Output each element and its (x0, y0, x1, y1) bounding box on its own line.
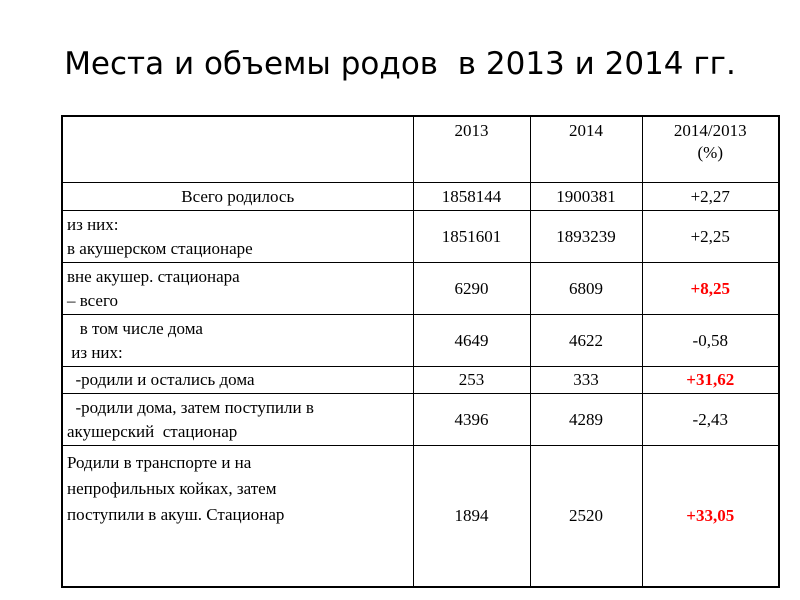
cell-2014: 333 (530, 367, 642, 394)
header-cell-2014: 2014 (530, 116, 642, 183)
row-label: -родили дома, затем поступили в акушерский стационар (62, 394, 413, 446)
cell-2013: 1894 (413, 446, 530, 588)
row-label: Всего родилось (62, 183, 413, 211)
row-label: -родили и остались дома (62, 367, 413, 394)
cell-2013: 6290 (413, 263, 530, 315)
cell-2013: 1858144 (413, 183, 530, 211)
births-table (61, 115, 780, 588)
table-header-row (62, 116, 779, 183)
table-row (62, 263, 779, 315)
header-cell-ratio: 2014/2013 (%) (642, 116, 779, 183)
table-row (62, 394, 779, 446)
cell-2014: 1900381 (530, 183, 642, 211)
cell-2013: 4649 (413, 315, 530, 367)
cell-2014: 4622 (530, 315, 642, 367)
cell-ratio: +31,62 (642, 367, 779, 394)
header-cell-empty (62, 116, 413, 183)
cell-2013: 253 (413, 367, 530, 394)
table-row (62, 367, 779, 394)
cell-ratio: -2,43 (642, 394, 779, 446)
header-cell-2013: 2013 (413, 116, 530, 183)
cell-ratio: +8,25 (642, 263, 779, 315)
table-row (62, 315, 779, 367)
row-label: из них: в акушерском стационаре (62, 211, 413, 263)
cell-ratio: +2,25 (642, 211, 779, 263)
cell-2014: 1893239 (530, 211, 642, 263)
table-row (62, 446, 779, 588)
table-row (62, 183, 779, 211)
row-label: Родили в транспорте и на непрофильных койках, затем поступили в акуш. Стационар (62, 446, 413, 588)
cell-2014: 4289 (530, 394, 642, 446)
cell-2013: 1851601 (413, 211, 530, 263)
page-title: Места и объемы родов в 2013 и 2014 гг. (64, 46, 736, 82)
cell-ratio: +2,27 (642, 183, 779, 211)
row-label: вне акушер. стационара – всего (62, 263, 413, 315)
cell-ratio: +33,05 (642, 446, 779, 588)
cell-2014: 6809 (530, 263, 642, 315)
row-label: в том числе дома из них: (62, 315, 413, 367)
cell-2013: 4396 (413, 394, 530, 446)
cell-2014: 2520 (530, 446, 642, 588)
cell-ratio: -0,58 (642, 315, 779, 367)
table-row (62, 211, 779, 263)
